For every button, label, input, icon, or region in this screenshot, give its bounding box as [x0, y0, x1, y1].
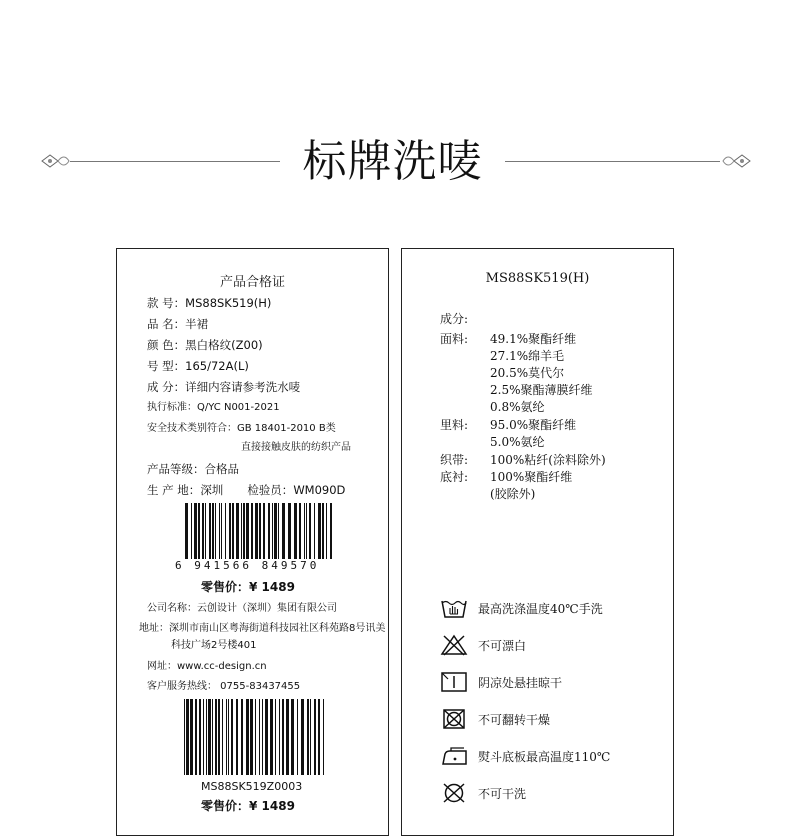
field-color: 颜 色：黑白格纹(Z00) — [147, 338, 263, 352]
barcode-bar — [241, 699, 243, 775]
barcode-bar — [307, 699, 309, 775]
composition-heading: 成分: — [440, 312, 469, 326]
composition-line: 95.0%聚酯纤维 — [490, 418, 577, 432]
composition-line: (胶除外) — [490, 487, 536, 501]
barcode-bar — [218, 699, 220, 775]
certificate-title: 产品合格证 — [219, 275, 285, 290]
barcode-bar — [199, 699, 201, 775]
barcode-bar — [232, 503, 234, 559]
barcode-bar — [236, 699, 238, 775]
barcode-bar — [236, 503, 239, 559]
composition-line: 2.5%聚酯薄膜纤维 — [490, 383, 593, 397]
barcode-bar — [259, 699, 260, 775]
header-divider-right — [505, 161, 720, 162]
barcode-bar — [209, 503, 211, 559]
barcode-bar — [202, 503, 204, 559]
composition-line: 100%粘纤(涂料除外) — [490, 453, 606, 467]
barcode-bar — [301, 699, 304, 775]
inspector-value: WM090D — [293, 483, 346, 497]
company-website: 网址：www.cc-design.cn — [147, 661, 267, 672]
barcode-bar — [275, 699, 276, 775]
barcode-bar — [226, 699, 227, 775]
code128-barcode — [184, 699, 324, 775]
barcode-bar — [241, 503, 242, 559]
ean-barcode-digits: 6 941566 849570 — [175, 559, 320, 572]
barcode-bar — [255, 699, 256, 775]
field-style-no: 款 号：MS88SK519(H) — [147, 296, 272, 310]
barcode-bar — [206, 699, 207, 775]
field-product-name: 品 名：半裙 — [147, 317, 209, 331]
barcode-bar — [309, 503, 311, 559]
barcode-bar — [246, 503, 249, 559]
field-origin: 生 产 地：深圳 检验员：WM090D — [147, 483, 346, 497]
ean-barcode — [185, 503, 335, 567]
barcode-bar — [195, 699, 197, 775]
ornament-right-icon — [722, 149, 752, 173]
composition-label-webbing: 织带: — [440, 453, 469, 467]
barcode-bar — [294, 503, 297, 559]
composition-line: 27.1%绵羊毛 — [490, 349, 565, 363]
barcode-bar — [194, 503, 197, 559]
section-header — [0, 120, 790, 210]
composition-line: 49.1%聚酯纤维 — [490, 332, 577, 346]
barcode-bar — [330, 503, 332, 559]
barcode-bar — [259, 503, 261, 559]
company-address: 地址：深圳市南山区粤海街道科技园社区科苑路8号讯美 — [139, 623, 386, 634]
ornament-left-icon — [40, 149, 70, 173]
barcode-bar — [215, 699, 217, 775]
barcode-bar — [297, 699, 298, 775]
barcode-bar — [186, 699, 189, 775]
barcode-bar — [215, 503, 216, 559]
barcode-bar — [318, 699, 320, 775]
barcode-bar — [185, 503, 188, 559]
barcode-bar — [229, 503, 231, 559]
barcode-bar — [212, 503, 214, 559]
no-bleach-icon — [440, 634, 468, 656]
barcode-bar — [314, 699, 316, 775]
retail-price-2: 零售价：¥ 1489 — [201, 799, 295, 813]
barcode-bar — [310, 699, 311, 775]
field-safety-category: 安全技术类别符合：GB 18401-2010 B类 — [147, 423, 336, 434]
barcode-bar — [263, 503, 265, 559]
barcode-bar — [212, 699, 213, 775]
barcode-bar — [221, 503, 222, 559]
barcode-bar — [190, 699, 193, 775]
inspector-label: 检验员： — [247, 483, 294, 497]
composition-line: 100%聚酯纤维 — [490, 470, 573, 484]
barcode-bar — [282, 699, 284, 775]
barcode-bar — [191, 503, 192, 559]
composition-label-backing: 底衬: — [440, 470, 469, 484]
barcode-bar — [219, 503, 220, 559]
field-standard: 执行标准：Q/YC N001-2021 — [147, 402, 280, 413]
barcode-bar — [314, 503, 315, 559]
barcode-bar — [250, 699, 253, 775]
composition-label-lining: 里料: — [440, 418, 469, 432]
barcode-bar — [323, 699, 324, 775]
barcode-bar — [208, 699, 211, 775]
page-title: 标牌洗唛 — [302, 136, 483, 187]
composition-label-shell: 面料: — [440, 332, 469, 346]
care-label-model: MS88SK519(H) — [485, 271, 590, 286]
barcode-bar — [222, 699, 223, 775]
barcode-bar — [291, 699, 294, 775]
composition-line: 0.8%氨纶 — [490, 400, 545, 414]
care-label-tag: MS88SK519(H) 成分: 面料: 49.1%聚酯纤维 27.1%绵羊毛 20.5%莫代尔 2.5%聚酯薄膜纤维 0.8%氨纶 里料: 95.0%聚酯纤维 5.0%氨纶 织带: 100%粘纤(涂料除外) 底衬: 100%聚酯纤维 (胶除外) 最高洗涤温度40℃手洗 不可漂白 阴凉处悬挂晾干 不可翻转干燥 熨斗底板最高温度110℃ 不可干洗 — [401, 248, 674, 836]
barcode-bar — [251, 503, 253, 559]
barcode-bar — [198, 503, 200, 559]
barcode-bar — [318, 503, 321, 559]
header-divider-left — [70, 161, 280, 162]
field-composition: 成 分：详细内容请参考洗水唛 — [147, 380, 301, 394]
barcode-bar — [203, 699, 204, 775]
line-dry-shade-icon — [440, 671, 468, 693]
barcode-bar — [272, 503, 273, 559]
field-grade: 产品等级：合格品 — [147, 462, 239, 476]
barcode-bar — [205, 503, 206, 559]
barcode-bar — [274, 503, 277, 559]
barcode-bar — [225, 503, 226, 559]
field-safety-note: 直接接触皮肤的纺织产品 — [241, 442, 351, 453]
customer-hotline: 客户服务热线： 0755-83437455 — [147, 681, 301, 692]
certificate-tag — [116, 248, 389, 836]
barcode-bar — [304, 503, 305, 559]
barcode-bar — [322, 503, 324, 559]
barcode-bar — [255, 503, 258, 559]
barcode-bar — [299, 503, 301, 559]
barcode-bar — [246, 699, 249, 775]
code128-barcode-text: MS88SK519Z0003 — [201, 780, 303, 793]
barcode-bar — [286, 699, 289, 775]
barcode-bar — [268, 503, 270, 559]
barcode-bar — [270, 699, 273, 775]
field-size: 号 型：165/72A(L) — [147, 359, 249, 373]
no-dry-clean-icon — [440, 782, 468, 804]
barcode-bar — [282, 503, 285, 559]
barcode-bar — [231, 699, 233, 775]
barcode-bar — [288, 503, 291, 559]
hand-wash-icon — [440, 597, 468, 619]
composition-line: 5.0%氨纶 — [490, 435, 545, 449]
no-tumble-dry-icon — [440, 708, 468, 730]
barcode-bar — [306, 503, 307, 559]
barcode-bar — [326, 503, 327, 559]
barcode-bar — [278, 503, 279, 559]
company-address-cont: 科技广场2号楼401 — [171, 640, 257, 651]
barcode-bar — [265, 699, 268, 775]
barcode-bar — [243, 503, 245, 559]
company-name: 公司名称：云创设计（深圳）集团有限公司 — [147, 603, 337, 614]
barcode-bar — [184, 699, 185, 775]
barcode-bar — [279, 699, 280, 775]
barcode-bar — [228, 699, 229, 775]
iron-icon — [440, 745, 468, 767]
barcode-bar — [262, 699, 263, 775]
retail-price: 零售价：¥ 1489 — [201, 580, 295, 594]
composition-line: 20.5%莫代尔 — [490, 366, 565, 380]
